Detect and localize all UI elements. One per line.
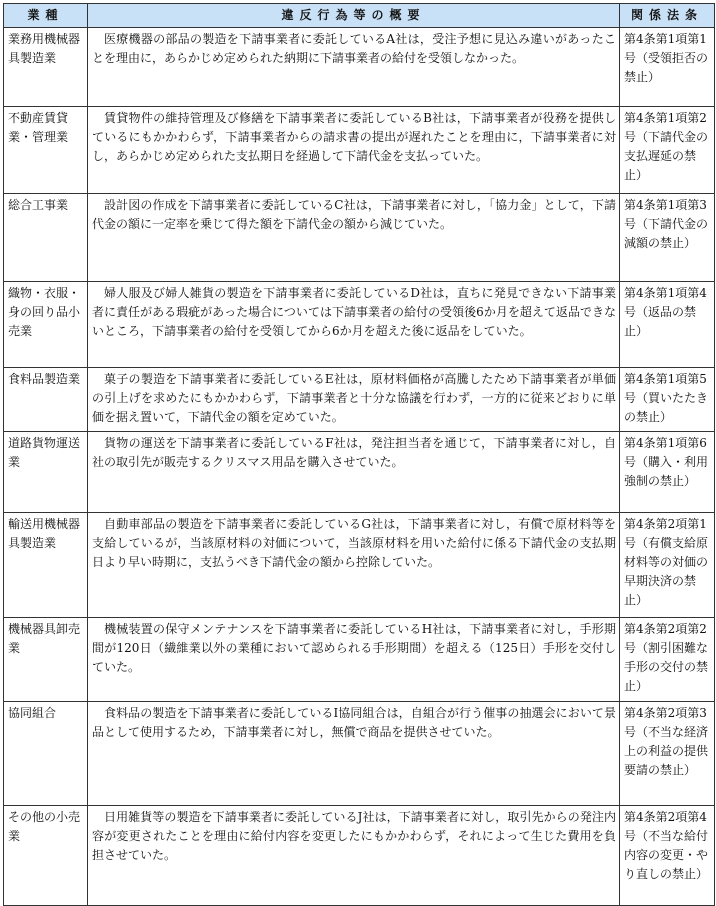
table-row (4, 28, 715, 107)
law-cell: 第4条第1項第1号（受領拒否の禁止） (620, 28, 715, 107)
law-cell: 第4条第1項第5号（買いたたきの禁止） (620, 368, 715, 432)
table-row (4, 618, 715, 702)
table-row (4, 368, 715, 432)
law-cell: 第4条第1項第4号（返品の禁止） (620, 282, 715, 368)
law-cell: 第4条第2項第1号（有償支給原材料等の対価の早期決済の禁止） (620, 513, 715, 618)
overview-cell: 菓子の製造を下請事業者に委託しているE社は，原材料価格が高騰したため下請事業者が単価の引上げを求めたにもかかわらず，下請事業者と十分な協議を行わず，一方的に従来どおりに単価を据え置いて，下請代金の額を定めていた。 (88, 368, 620, 432)
table-row (4, 194, 715, 282)
overview-cell: 賃貸物件の維持管理及び修繕を下請事業者に委託しているB社は，下請事業者が役務を提供しているにもかかわらず，下請事業者からの請求書の提出が遅れたことを理由に，下請事業者に対し，あらかじめ定められた支払期日を経過して下請代金を支払っていた。 (88, 107, 620, 194)
overview-cell: 機械装置の保守メンテナンスを下請事業者に委託しているH社は，下請事業者に対し，手形期間が120日（繊維業以外の業種において認められる手形期間）を超える（125日）手形を交付していた。 (88, 618, 620, 702)
overview-cell: 婦人服及び婦人雑貨の製造を下請事業者に委託しているD社は，直ちに発見できない下請事業者に責任がある瑕疵があった場合については下請事業者の給付の受領後6か月を超えて返品できないところ，下請事業者の給付を受領してから6か月を超えた後に返品をしていた。 (88, 282, 620, 368)
law-cell: 第4条第1項第2号（下請代金の支払遅延の禁止） (620, 107, 715, 194)
table-row (4, 513, 715, 618)
industry-cell: 機械器具卸売業 (4, 618, 88, 702)
header-industry: 業種 (4, 4, 88, 28)
violations-table (3, 3, 715, 906)
overview-cell: 食料品の製造を下請事業者に委託しているI協同組合は，自組合が行う催事の抽選会において景品として使用するため，下請事業者に対し，無償で商品を提供させていた。 (88, 702, 620, 806)
industry-cell: 食料品製造業 (4, 368, 88, 432)
overview-cell: 日用雑貨等の製造を下請事業者に委託しているJ社は，下請事業者に対し，取引先からの発注内容が変更されたことを理由に給付内容を変更したにもかかわらず，それによって生じた費用を負担させていた。 (88, 806, 620, 906)
industry-cell: 輸送用機械器具製造業 (4, 513, 88, 618)
law-cell: 第4条第1項第6号（購入・利用強制の禁止） (620, 432, 715, 513)
industry-cell: 協同組合 (4, 702, 88, 806)
table-row (4, 702, 715, 806)
header-row (4, 4, 715, 28)
table-row (4, 806, 715, 906)
law-cell: 第4条第2項第2号（割引困難な手形の交付の禁止） (620, 618, 715, 702)
overview-cell: 貨物の運送を下請事業者に委託しているF社は，発注担当者を通じて，下請事業者に対し，自社の取引先が販売するクリスマス用品を購入させていた。 (88, 432, 620, 513)
header-overview: 違反行為等の概要 (88, 4, 620, 28)
overview-cell: 設計図の作成を下請事業者に委託しているC社は，下請事業者に対し，「協力金」として，下請代金の額に一定率を乗じて得た額を下請代金の額から減じていた。 (88, 194, 620, 282)
industry-cell: 業務用機械器具製造業 (4, 28, 88, 107)
industry-cell: その他の小売業 (4, 806, 88, 906)
table-row (4, 432, 715, 513)
overview-cell: 自動車部品の製造を下請事業者に委託しているG社は，下請事業者に対し，有償で原材料等を支給しているが，当該原材料の対価について，当該原材料を用いた給付に係る下請代金の支払期日より早い時期に，支払うべき下請代金の額から控除していた。 (88, 513, 620, 618)
industry-cell: 総合工事業 (4, 194, 88, 282)
table-row (4, 107, 715, 194)
law-cell: 第4条第1項第3号（下請代金の減額の禁止） (620, 194, 715, 282)
table-row (4, 282, 715, 368)
overview-cell: 医療機器の部品の製造を下請事業者に委託しているA社は，受注予想に見込み違いがあったことを理由に，あらかじめ定められた納期に下請事業者の給付を受領しなかった。 (88, 28, 620, 107)
law-cell: 第4条第2項第3号（不当な経済上の利益の提供要請の禁止） (620, 702, 715, 806)
industry-cell: 織物・衣服・身の回り品小売業 (4, 282, 88, 368)
industry-cell: 不動産賃貸業・管理業 (4, 107, 88, 194)
header-law: 関係法条 (620, 4, 715, 28)
industry-cell: 道路貨物運送業 (4, 432, 88, 513)
law-cell: 第4条第2項第4号（不当な給付内容の変更・やり直しの禁止） (620, 806, 715, 906)
